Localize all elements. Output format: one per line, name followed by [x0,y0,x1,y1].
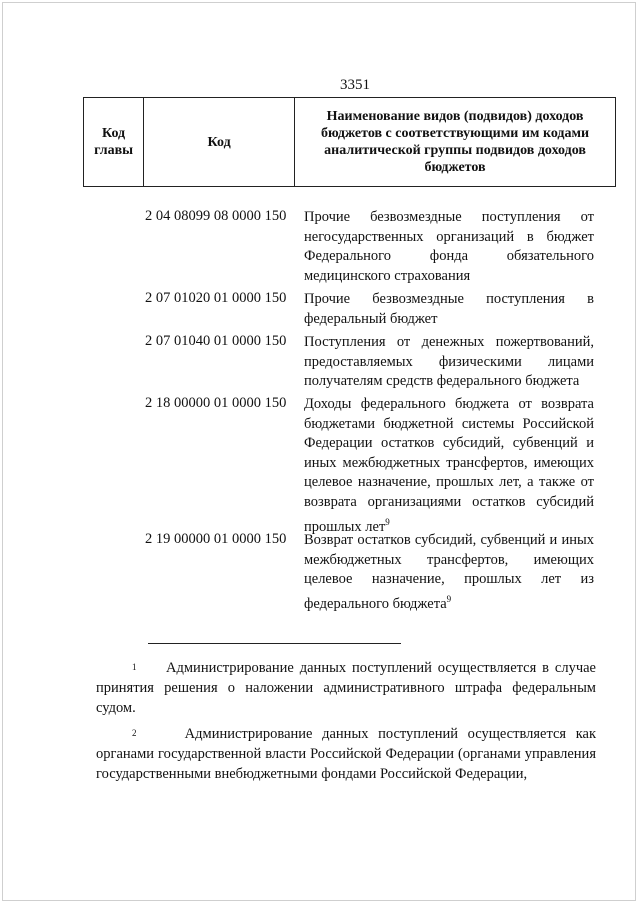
footnote [96,658,596,718]
footnote-text: Администрирование данных поступлений осуществляется в случае принятия решения о наложении административного штрафа федеральным судом. [96,660,596,716]
row-code: 2 04 08099 08 0000 150 [145,208,287,224]
footnote-mark: 2 [132,728,137,738]
row-code: 2 18 00000 01 0000 150 [145,395,287,411]
row-description: Прочие безвозмездные поступления от негосударственных организаций в бюджет Федерального фонда обязательного медицинского страхования [304,209,594,284]
header-code: Код [144,98,295,187]
footnote-text: Администрирование данных поступлений осуществляется как органами государственной власти Российской Федерации (органами управления государственными внебюджетными фондами Российской Федерации, [96,726,597,782]
footnote [96,724,596,784]
row-description: Поступления от денежных пожертвований, предоставляемых физическими лицами получателям средств федерального бюджета [304,334,594,390]
footnote-ref: 9 [446,593,452,604]
footnote-separator [148,643,401,644]
row-code: 2 07 01040 01 0000 150 [145,333,287,349]
header-code-chapter: Код главы [84,98,144,187]
row-code: 2 07 01020 01 0000 150 [145,290,287,306]
row-description: Прочие безвозмездные поступления в федеральный бюджет [304,291,594,327]
row-code: 2 19 00000 01 0000 150 [145,531,287,547]
header-description: Наименование видов (подвидов) доходов бюджетов с соответствующими им кодами аналитической группы подвидов доходов бюджетов [295,98,616,187]
footnote-mark: 1 [132,662,137,672]
row-description: Доходы федерального бюджета от возврата бюджетами бюджетной системы Российской Федерации остатков субсидий, субвенций и иных межбюджетных трансфертов, имеющих целевое назначение, прошлых лет, а также от возврата организациями остатков субсидий прошлых лет$^9$ [304,396,594,535]
page-number: 3351 [340,77,370,93]
row-description: Возврат остатков субсидий, субвенций и иных межбюджетных трансфертов, имеющих целевое назначение, прошлых лет из федерального бюджета$^9$ [304,532,594,612]
footnote-ref: 9 [385,516,390,527]
table-header [83,97,616,187]
